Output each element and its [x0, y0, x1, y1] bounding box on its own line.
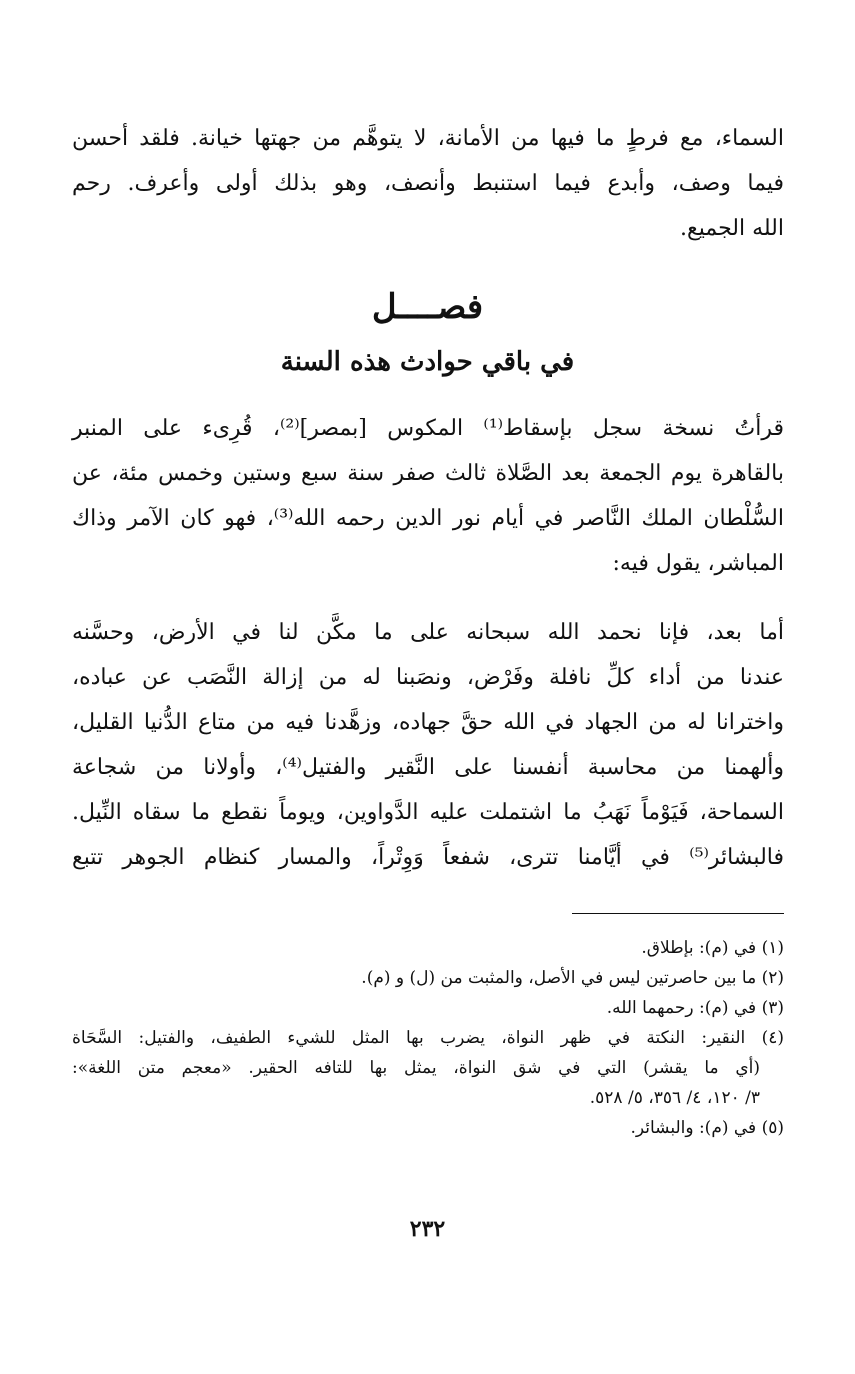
footnotes [72, 940, 784, 1137]
footnote-separator [572, 913, 784, 914]
page-number: ٢٣٢ [409, 1216, 446, 1242]
text-line: السماحة، فَيَوْماً نَهَبُ ما اشتملت عليه الدَّواوين، ويوماً نقطع ما سقاه النِّيل. [72, 800, 784, 825]
footnote-4-line-3: ٣/ ١٢٠، ٤/ ٣٥٦، ٥/ ٥٢٨. [589, 1088, 760, 1108]
footnote-2: (٢) ما بين حاصرتين ليس في الأصل، والمثبت من (ل) و (م). [361, 968, 784, 988]
text-line: عندنا من أداء كلِّ نافلة وفَرْض، ونصَبنا له من إزالة النَّصَب عن عباده، [72, 665, 784, 690]
text-line: أما بعد، فإنا نحمد الله سبحانه على ما مكَّن لنا في الأرض، وحسَّنه [72, 620, 784, 645]
footnote-4-line-1: (٤) النقير: النكتة في ظهر النواة، يضرب بها المثل للشيء الطفيف، والفتيل: السَّحَاة [72, 1028, 784, 1048]
text-line: وألهمنا من محاسبة أنفسنا على النَّقير والفتيل⁽⁴⁾، وأولانا من شجاعة [72, 755, 784, 780]
text-line: واخترانا له من الجهاد في الله حقَّ جهاده، وزهَّدنا فيه من متاع الدُّنيا القليل، [72, 710, 784, 735]
footnote-4-line-2: (أي ما يقشر) التي في شق النواة، يمثل بها للتافه الحقير. «معجم متن اللغة»: [72, 1058, 760, 1078]
section-heading: فصــــل [371, 287, 484, 327]
text-line: المباشر، يقول فيه: [612, 551, 784, 576]
paragraph-2 [72, 622, 784, 869]
text-line: قرأتُ نسخة سجل بإسقاط⁽¹⁾ المكوس [بمصر]⁽²⁾، قُرِىء على المنبر [72, 416, 784, 441]
text-line: السُّلْطان الملك النَّاصر في أيام نور الدين رحمه الله⁽³⁾، فهو كان الآمر وذاك [72, 506, 784, 531]
footnote-1: (١) في (م): بإطلاق. [641, 938, 784, 958]
paragraph-1 [72, 418, 784, 575]
intro-paragraph [72, 128, 784, 240]
text-line: فالبشائر⁽⁵⁾ في أيَّامنا تترى، شفعاً وَوِتْراً، والمسار كنظام الجوهر تتبع [72, 845, 784, 870]
text-line: الله الجميع. [680, 216, 784, 241]
section-subheading: في باقي حوادث هذه السنة [280, 347, 575, 377]
text-line: السماء، مع فرطٍ ما فيها من الأمانة، لا يتوهَّم من جهتها خيانة. فلقد أحسن [72, 126, 784, 151]
text-line: بالقاهرة يوم الجمعة بعد الصَّلاة ثالث صفر سنة سبع وستين وخمس مئة، عن [72, 461, 784, 486]
footnote-3: (٣) في (م): رحمهما الله. [606, 998, 784, 1018]
text-line: فيما وصف، وأبدع فيما استنبط وأنصف، وهو بذلك أولى وأعرف. رحم [72, 171, 784, 196]
footnote-5: (٥) في (م): والبشائر. [630, 1118, 784, 1138]
